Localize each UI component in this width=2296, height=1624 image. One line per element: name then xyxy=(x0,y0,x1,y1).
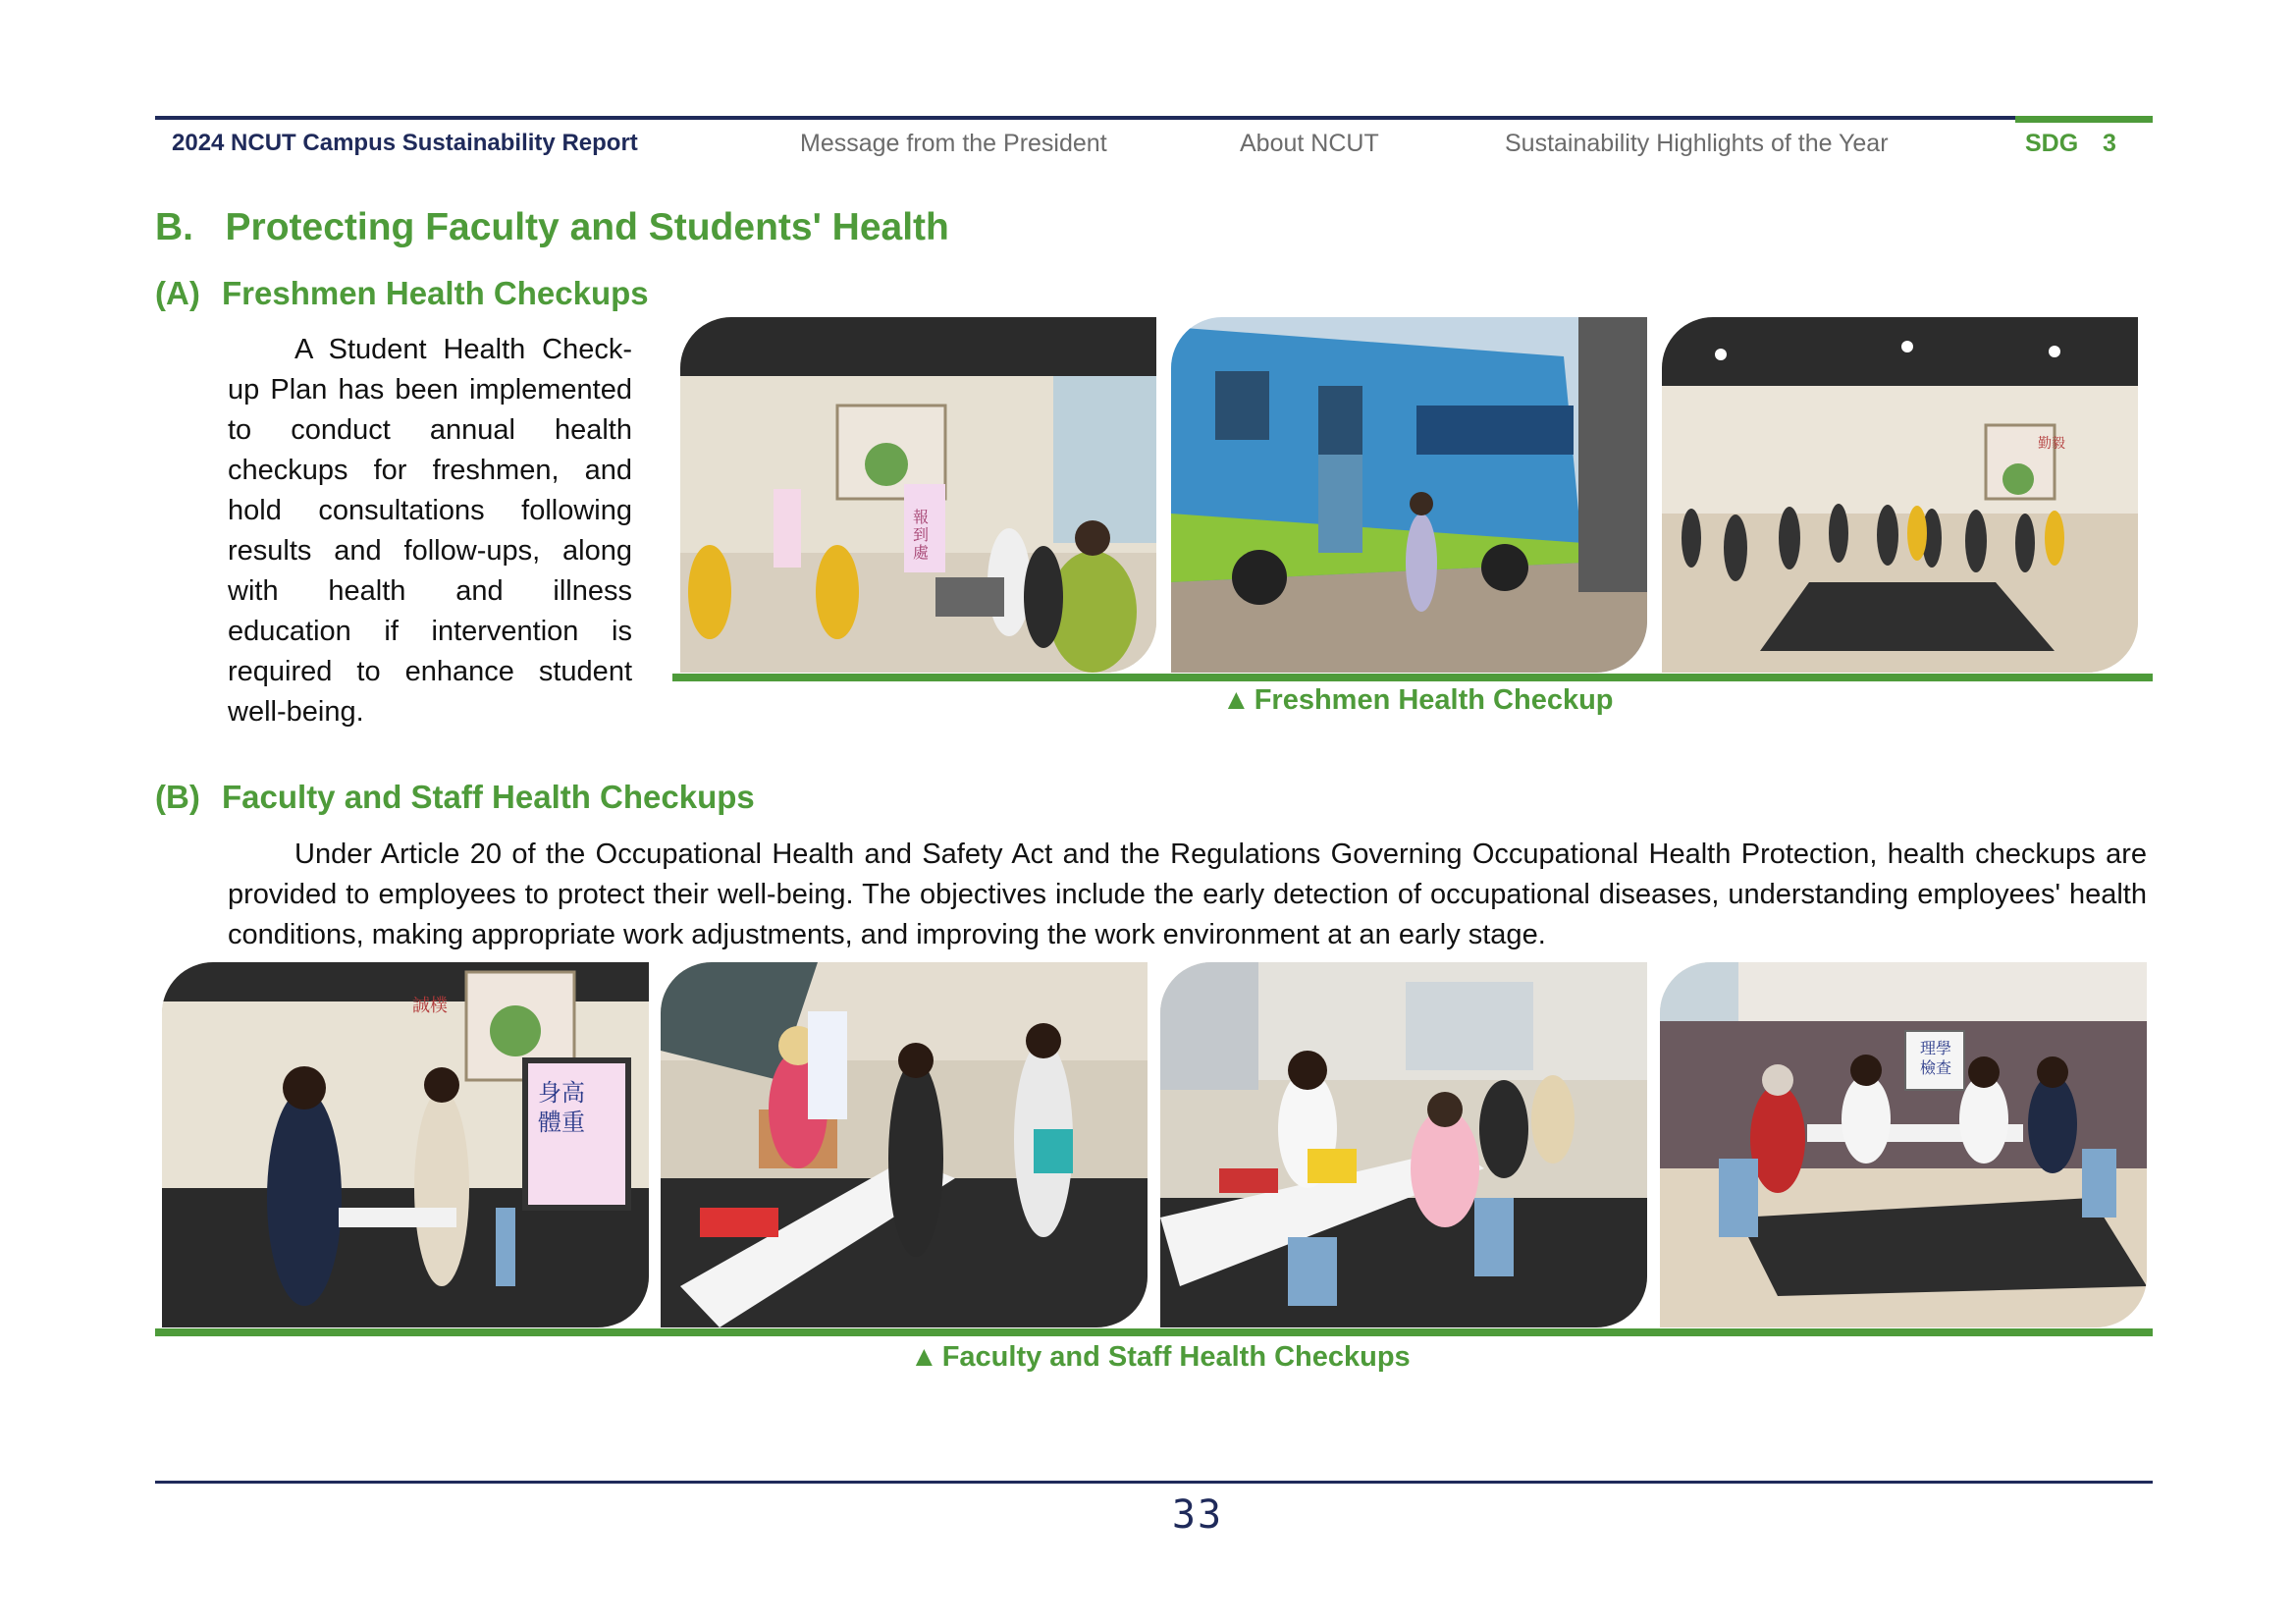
sign-hall-banner: 勤毅 xyxy=(2038,436,2065,452)
caption-triangle-icon: ▲ xyxy=(910,1341,938,1373)
sign-height-weight: 身高 體重 xyxy=(538,1079,585,1136)
subsection-b-number: (B) xyxy=(155,779,200,815)
caption-faculty: ▲ Faculty and Staff Health Checkups xyxy=(910,1341,1411,1373)
nav-sdg-label[interactable]: SDG xyxy=(2025,130,2079,157)
nav-sdg-number[interactable]: 3 xyxy=(2103,130,2116,157)
subsection-a-body: A Student Health Check-up Plan has been implemented to conduct annual health checkups for freshmen, and hold consultations following results and follow-ups, along with health and illness education if intervention is required to enhance student well-being. xyxy=(228,334,632,728)
subsection-b-heading xyxy=(155,779,755,816)
subsection-a-title: Freshmen Health Checkups xyxy=(222,275,649,311)
footer-rule xyxy=(155,1481,2153,1484)
report-title: 2024 NCUT Campus Sustainability Report xyxy=(172,130,638,156)
nav-about-ncut[interactable]: About NCUT xyxy=(1240,130,1379,157)
subsection-a-heading xyxy=(155,275,649,312)
subsection-a-number: (A) xyxy=(155,275,200,311)
section-title: B. Protecting Faculty and Students' Health xyxy=(155,206,949,248)
page-number: 33 xyxy=(1171,1492,1224,1538)
photo-freshmen-hall-queue xyxy=(1662,317,2138,673)
sign-physical-exam: 理學 檢查 xyxy=(1919,1039,1951,1077)
photo-faculty-physical-exam xyxy=(1660,962,2147,1327)
caption-freshmen: ▲ Freshmen Health Checkup xyxy=(1222,684,1614,716)
photo-faculty-blood-draw xyxy=(1160,962,1647,1327)
nav-sustainability-highlights[interactable]: Sustainability Highlights of the Year xyxy=(1505,130,1889,157)
nav-message-president[interactable]: Message from the President xyxy=(800,130,1107,157)
sign-hall-banner-2: 誠樸 xyxy=(412,996,448,1016)
faculty-photo-rule xyxy=(155,1328,2153,1336)
freshmen-photo-rule xyxy=(672,674,2153,681)
header-rule xyxy=(155,116,2015,120)
photo-faculty-blood-station xyxy=(661,962,1148,1327)
photo-freshmen-registration xyxy=(680,317,1156,673)
photo-faculty-height-weight xyxy=(162,962,649,1327)
header-accent-rule xyxy=(2015,116,2153,123)
subsection-b-body: Under Article 20 of the Occupational Health and Safety Act and the Regulations Governing Occupational Health Protection, health checkups are provided to employees to protect their well-being. The objectives include the early detection of occupational diseases, understanding employees' health conditions, making appropriate work adjustments, and improving the work environment at an early stage. xyxy=(228,839,2147,950)
caption-triangle-icon: ▲ xyxy=(1222,684,1251,716)
photo-freshmen-health-bus xyxy=(1171,317,1647,673)
subsection-b-title: Faculty and Staff Health Checkups xyxy=(222,779,755,815)
sign-registration: 報到處 xyxy=(913,508,930,562)
